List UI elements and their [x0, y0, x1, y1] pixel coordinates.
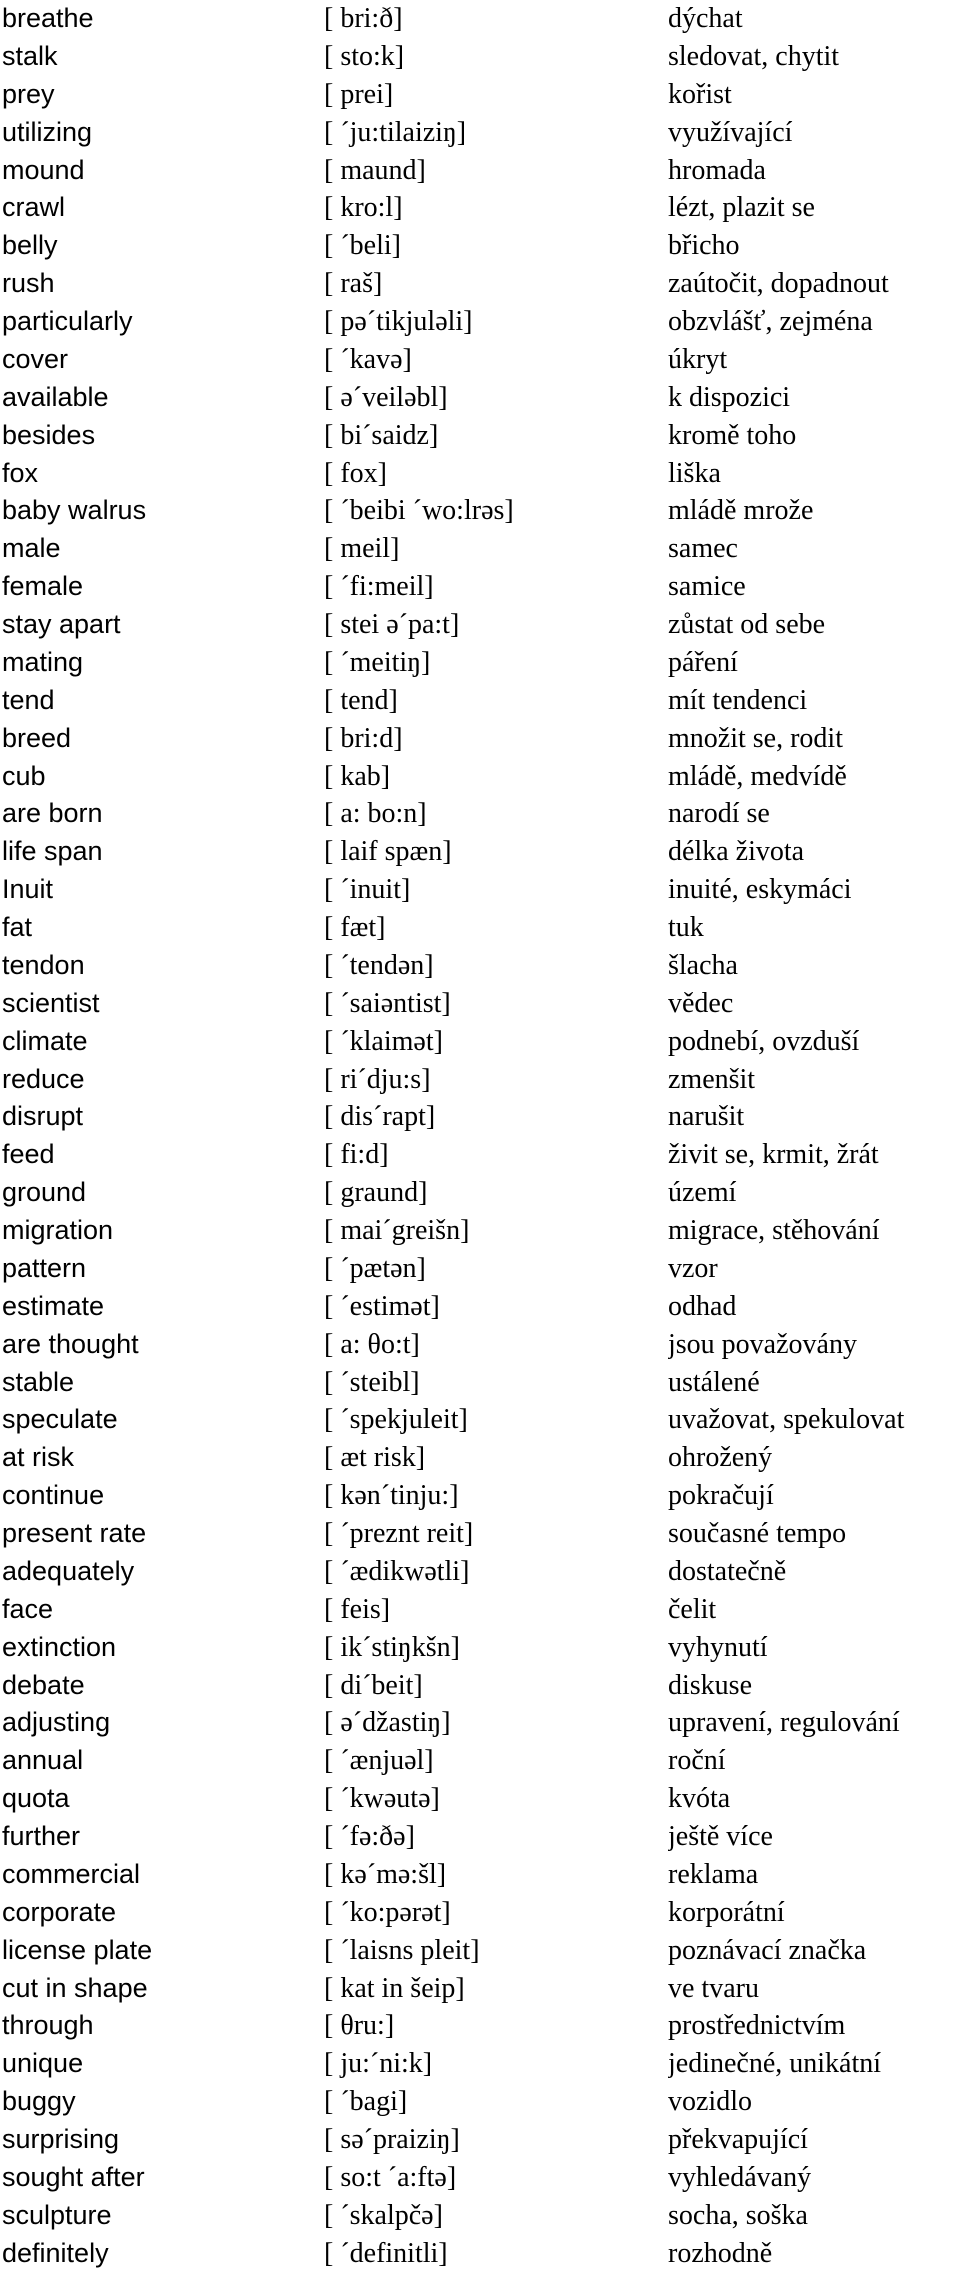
english-word: further	[2, 1821, 81, 1851]
pronunciation: [ kat in šeip]	[324, 1972, 465, 2004]
czech-translation: mít tendenci	[668, 684, 808, 716]
vocabulary-row	[0, 2007, 960, 2045]
czech-translation: sledovat, chytit	[668, 40, 840, 72]
czech-translation: narodí se	[668, 798, 770, 830]
czech-translation: lézt, plazit se	[668, 192, 815, 224]
czech-translation: pokračují	[668, 1480, 774, 1512]
english-word: tend	[2, 684, 55, 715]
vocabulary-row	[0, 1364, 960, 1402]
vocabulary-row	[0, 1477, 960, 1515]
vocabulary-row	[0, 76, 960, 114]
czech-translation: páření	[668, 646, 738, 678]
english-word: commercial	[2, 1858, 141, 1889]
pronunciation: [ ˊænjuəl]	[324, 1745, 434, 1777]
vocabulary-row	[0, 682, 960, 720]
english-word: debate	[2, 1669, 85, 1700]
vocabulary-row	[0, 1212, 960, 1250]
english-word: quota	[2, 1783, 70, 1814]
czech-translation: roční	[668, 1745, 726, 1777]
czech-translation: území	[668, 1177, 737, 1209]
pronunciation: [ ˊfə:ðə]	[324, 1821, 415, 1852]
vocabulary-row	[0, 1515, 960, 1553]
pronunciation: [ fi:d]	[324, 1139, 389, 1171]
pronunciation: [ stei əˊpa:t]	[324, 609, 460, 640]
czech-translation: hromada	[668, 154, 766, 186]
vocabulary-row	[0, 1818, 960, 1856]
vocabulary-row	[0, 1061, 960, 1099]
czech-translation: zmenšit	[668, 1063, 756, 1095]
english-word: male	[2, 533, 61, 564]
pronunciation: [ ˊskalpčə]	[324, 2199, 443, 2231]
english-word: tendon	[2, 949, 85, 980]
pronunciation: [ æt risk]	[324, 1442, 426, 1474]
pronunciation: [ prei]	[324, 78, 394, 110]
pronunciation: [ laif spæn]	[324, 836, 452, 868]
vocabulary-row	[0, 1553, 960, 1591]
vocabulary-row	[0, 1970, 960, 2008]
english-word: besides	[2, 419, 96, 450]
vocabulary-row	[0, 2045, 960, 2083]
pronunciation: [ fox]	[324, 457, 387, 489]
vocabulary-row	[0, 1401, 960, 1439]
english-word: extinction	[2, 1631, 117, 1662]
english-word: are born	[2, 798, 103, 829]
pronunciation: [ əˊveiləbl]	[324, 381, 448, 413]
english-word: particularly	[2, 306, 133, 336]
czech-translation: migrace, stěhování	[668, 1215, 880, 1246]
czech-translation: odhad	[668, 1290, 737, 1322]
pronunciation: [ kənˊtinju:]	[324, 1480, 459, 1512]
english-word: Inuit	[2, 874, 54, 905]
pronunciation: [ ˊdefinitli]	[324, 2237, 448, 2269]
pronunciation: [ bri:ð]	[324, 3, 403, 34]
english-word: sought after	[2, 2161, 145, 2192]
english-word: are thought	[2, 1328, 139, 1359]
czech-translation: ustálené	[668, 1366, 760, 1398]
english-word: adequately	[2, 1555, 135, 1586]
vocabulary-row	[0, 1250, 960, 1288]
czech-translation: upravení, regulování	[668, 1707, 900, 1739]
english-word: license plate	[2, 1934, 153, 1965]
vocabulary-row	[0, 1439, 960, 1477]
czech-translation: kořist	[668, 78, 732, 110]
czech-translation: poznávací značka	[668, 1934, 867, 1966]
pronunciation: [ a: θo:t]	[324, 1328, 420, 1360]
czech-translation: inuité, eskymáci	[668, 874, 852, 906]
pronunciation: [ ˊbeibi ˊwo:lrəs]	[324, 495, 514, 527]
vocabulary-row	[0, 1591, 960, 1629]
czech-translation: k dispozici	[668, 381, 791, 413]
pronunciation: [ ˊinuit]	[324, 874, 411, 906]
vocabulary-row	[0, 1023, 960, 1061]
vocabulary-row	[0, 985, 960, 1023]
english-word: face	[2, 1593, 54, 1624]
czech-translation: kromě toho	[668, 419, 797, 451]
pronunciation: [ ˊkwəutə]	[324, 1783, 440, 1815]
english-word: surprising	[2, 2124, 120, 2154]
english-word: belly	[2, 230, 58, 261]
pronunciation: [ so:t ˊa:ftə]	[324, 2161, 457, 2193]
czech-translation: liška	[668, 457, 721, 489]
english-word: breathe	[2, 3, 94, 33]
vocabulary-row	[0, 530, 960, 568]
english-word: adjusting	[2, 1707, 111, 1738]
czech-translation: ještě více	[668, 1821, 773, 1852]
english-word: definitely	[2, 2237, 109, 2268]
english-word: corporate	[2, 1896, 117, 1927]
pronunciation: [ raš]	[324, 268, 383, 300]
vocabulary-row	[0, 568, 960, 606]
english-word: mound	[2, 154, 85, 185]
english-word: mating	[2, 646, 84, 677]
pronunciation: [ maund]	[324, 154, 426, 186]
pronunciation: [ disˊrapt]	[324, 1101, 436, 1133]
pronunciation: [ meil]	[324, 533, 400, 565]
pronunciation: [ ˊædikwətli]	[324, 1555, 470, 1587]
english-word: cub	[2, 760, 46, 791]
vocabulary-row	[0, 720, 960, 758]
czech-translation: dostatečně	[668, 1555, 787, 1587]
english-word: crawl	[2, 192, 66, 223]
pronunciation: [ səˊpraiziŋ]	[324, 2124, 460, 2155]
vocabulary-row	[0, 114, 960, 152]
vocabulary-row	[0, 947, 960, 985]
pronunciation: [ ikˊstiŋkšn]	[324, 1631, 460, 1663]
vocabulary-row	[0, 2197, 960, 2235]
pronunciation: [ ˊbeli]	[324, 230, 401, 262]
pronunciation: [ ˊju:tilaiziŋ]	[324, 116, 467, 148]
czech-translation: rozhodně	[668, 2237, 773, 2269]
pronunciation: [ ˊbagi]	[324, 2086, 408, 2118]
czech-translation: vozidlo	[668, 2086, 752, 2118]
vocabulary-row	[0, 1742, 960, 1780]
vocabulary-row	[0, 1780, 960, 1818]
vocabulary-row	[0, 1667, 960, 1705]
pronunciation: [ kəˊmə:šl]	[324, 1858, 447, 1890]
vocabulary-row	[0, 1894, 960, 1932]
pronunciation: [ kro:l]	[324, 192, 403, 224]
english-word: cover	[2, 343, 69, 374]
english-word: prey	[2, 78, 55, 109]
czech-translation: samice	[668, 571, 746, 603]
czech-translation: délka života	[668, 836, 805, 868]
czech-translation: zaútočit, dopadnout	[668, 268, 889, 300]
english-word: present rate	[2, 1518, 147, 1548]
czech-translation: diskuse	[668, 1669, 752, 1701]
czech-translation: jsou považovány	[668, 1328, 857, 1360]
vocabulary-row	[0, 455, 960, 493]
pronunciation: [ ˊspekjuleit]	[324, 1404, 468, 1436]
english-word: at risk	[2, 1442, 75, 1473]
vocabulary-row	[0, 1288, 960, 1326]
vocabulary-row	[0, 492, 960, 530]
vocabulary-row	[0, 1326, 960, 1364]
english-word: unique	[2, 2048, 84, 2079]
czech-translation: mládě mrože	[668, 495, 814, 527]
czech-translation: obzvlášť, zejména	[668, 306, 873, 337]
english-word: sculpture	[2, 2199, 112, 2230]
pronunciation: [ ˊkavə]	[324, 343, 412, 375]
pronunciation: [ biˊsaidz]	[324, 419, 439, 451]
vocabulary-row	[0, 909, 960, 947]
pronunciation: [ bri:d]	[324, 722, 403, 754]
vocabulary-row	[0, 1629, 960, 1667]
czech-translation: samec	[668, 533, 738, 565]
english-word: climate	[2, 1025, 88, 1056]
czech-translation: prostřednictvím	[668, 2010, 846, 2042]
czech-translation: jedinečné, unikátní	[668, 2048, 882, 2080]
czech-translation: vyhynutí	[668, 1631, 768, 1663]
english-word: ground	[2, 1177, 87, 1208]
english-word: rush	[2, 268, 55, 299]
pronunciation: [ sto:k]	[324, 40, 405, 72]
czech-translation: kvóta	[668, 1783, 731, 1815]
english-word: continue	[2, 1480, 105, 1511]
czech-translation: dýchat	[668, 3, 743, 34]
czech-translation: vyhledávaný	[668, 2161, 812, 2193]
vocabulary-row	[0, 2121, 960, 2159]
vocabulary-row	[0, 227, 960, 265]
english-word: through	[2, 2010, 94, 2041]
english-word: estimate	[2, 1290, 105, 1321]
english-word: annual	[2, 1745, 84, 1776]
english-word: life span	[2, 836, 103, 867]
english-word: buggy	[2, 2086, 76, 2117]
pronunciation: [ ju:ˊni:k]	[324, 2048, 433, 2080]
czech-translation: živit se, krmit, žrát	[668, 1139, 879, 1171]
czech-translation: korporátní	[668, 1896, 785, 1928]
pronunciation: [ ˊestimət]	[324, 1290, 440, 1322]
czech-translation: uvažovat, spekulovat	[668, 1404, 905, 1436]
pronunciation: [ θru:]	[324, 2010, 395, 2042]
vocabulary-row	[0, 871, 960, 909]
pronunciation: [ fæt]	[324, 912, 386, 943]
czech-translation: tuk	[668, 912, 704, 943]
pronunciation: [ ˊlaisns pleit]	[324, 1934, 480, 1966]
czech-translation: úkryt	[668, 343, 728, 375]
czech-translation: socha, soška	[668, 2199, 808, 2231]
vocabulary-row	[0, 417, 960, 455]
english-word: stable	[2, 1366, 75, 1397]
vocabulary-row	[0, 303, 960, 341]
vocabulary-row	[0, 341, 960, 379]
english-word: disrupt	[2, 1101, 84, 1132]
vocabulary-row	[0, 1856, 960, 1894]
vocabulary-row	[0, 0, 960, 38]
vocabulary-row	[0, 1174, 960, 1212]
pronunciation: [ diˊbeit]	[324, 1669, 423, 1701]
czech-translation: ve tvaru	[668, 1972, 759, 2004]
english-word: reduce	[2, 1063, 85, 1094]
pronunciation: [ riˊdju:s]	[324, 1063, 431, 1095]
pronunciation: [ tend]	[324, 684, 398, 716]
english-word: female	[2, 571, 84, 602]
czech-translation: vědec	[668, 987, 734, 1019]
vocabulary-row	[0, 1932, 960, 1970]
czech-translation: ohrožený	[668, 1442, 773, 1474]
pronunciation: [ maiˊgreišn]	[324, 1215, 470, 1246]
pronunciation: [ ˊtendən]	[324, 949, 434, 981]
english-word: fox	[2, 457, 39, 488]
english-word: stalk	[2, 40, 58, 71]
vocabulary-row	[0, 1098, 960, 1136]
czech-translation: břicho	[668, 230, 740, 262]
czech-translation: vzor	[668, 1252, 718, 1284]
vocabulary-row	[0, 2159, 960, 2197]
czech-translation: využívající	[668, 116, 793, 148]
english-word: pattern	[2, 1252, 87, 1283]
pronunciation: [ ˊsteibl]	[324, 1366, 420, 1398]
pronunciation: [ kab]	[324, 760, 391, 792]
english-word: feed	[2, 1139, 55, 1170]
pronunciation: [ ˊko:pərət]	[324, 1896, 451, 1928]
english-word: migration	[2, 1215, 114, 1245]
vocabulary-row	[0, 644, 960, 682]
pronunciation: [ əˊdžastiŋ]	[324, 1707, 451, 1739]
vocabulary-row	[0, 189, 960, 227]
pronunciation: [ graund]	[324, 1177, 428, 1209]
czech-translation: mládě, medvídě	[668, 760, 847, 792]
english-word: available	[2, 381, 109, 412]
vocabulary-row	[0, 379, 960, 417]
czech-translation: reklama	[668, 1858, 759, 1890]
vocabulary-row	[0, 795, 960, 833]
english-word: utilizing	[2, 116, 93, 147]
pronunciation: [ a: bo:n]	[324, 798, 427, 830]
czech-translation: čelit	[668, 1593, 717, 1625]
czech-translation: zůstat od sebe	[668, 609, 826, 640]
vocabulary-row	[0, 606, 960, 644]
vocabulary-row	[0, 1704, 960, 1742]
pronunciation: [ ˊmeitiŋ]	[324, 646, 431, 678]
czech-translation: podnebí, ovzduší	[668, 1025, 860, 1057]
pronunciation: [ ˊsaiəntist]	[324, 987, 451, 1019]
pronunciation: [ ˊfi:meil]	[324, 571, 434, 603]
english-word: speculate	[2, 1404, 118, 1435]
english-word: breed	[2, 722, 72, 753]
vocabulary-row	[0, 38, 960, 76]
english-word: scientist	[2, 987, 100, 1018]
pronunciation: [ feis]	[324, 1593, 391, 1625]
vocabulary-row	[0, 833, 960, 871]
english-word: fat	[2, 912, 33, 942]
vocabulary-row	[0, 152, 960, 190]
english-word: stay apart	[2, 609, 121, 639]
czech-translation: množit se, rodit	[668, 722, 843, 754]
czech-translation: narušit	[668, 1101, 745, 1133]
pronunciation: [ ˊklaimət]	[324, 1025, 443, 1057]
vocabulary-row	[0, 2083, 960, 2121]
pronunciation: [ ˊpætən]	[324, 1252, 426, 1284]
english-word: baby walrus	[2, 495, 147, 526]
czech-translation: překvapující	[668, 2124, 808, 2155]
czech-translation: současné tempo	[668, 1518, 847, 1549]
pronunciation: [ ˊpreznt reit]	[324, 1518, 474, 1549]
vocabulary-row	[0, 265, 960, 303]
vocabulary-row	[0, 758, 960, 796]
pronunciation: [ pəˊtikjuləli]	[324, 306, 473, 337]
english-word: cut in shape	[2, 1972, 148, 2003]
vocabulary-row	[0, 2235, 960, 2273]
vocabulary-row	[0, 1136, 960, 1174]
czech-translation: šlacha	[668, 949, 738, 981]
